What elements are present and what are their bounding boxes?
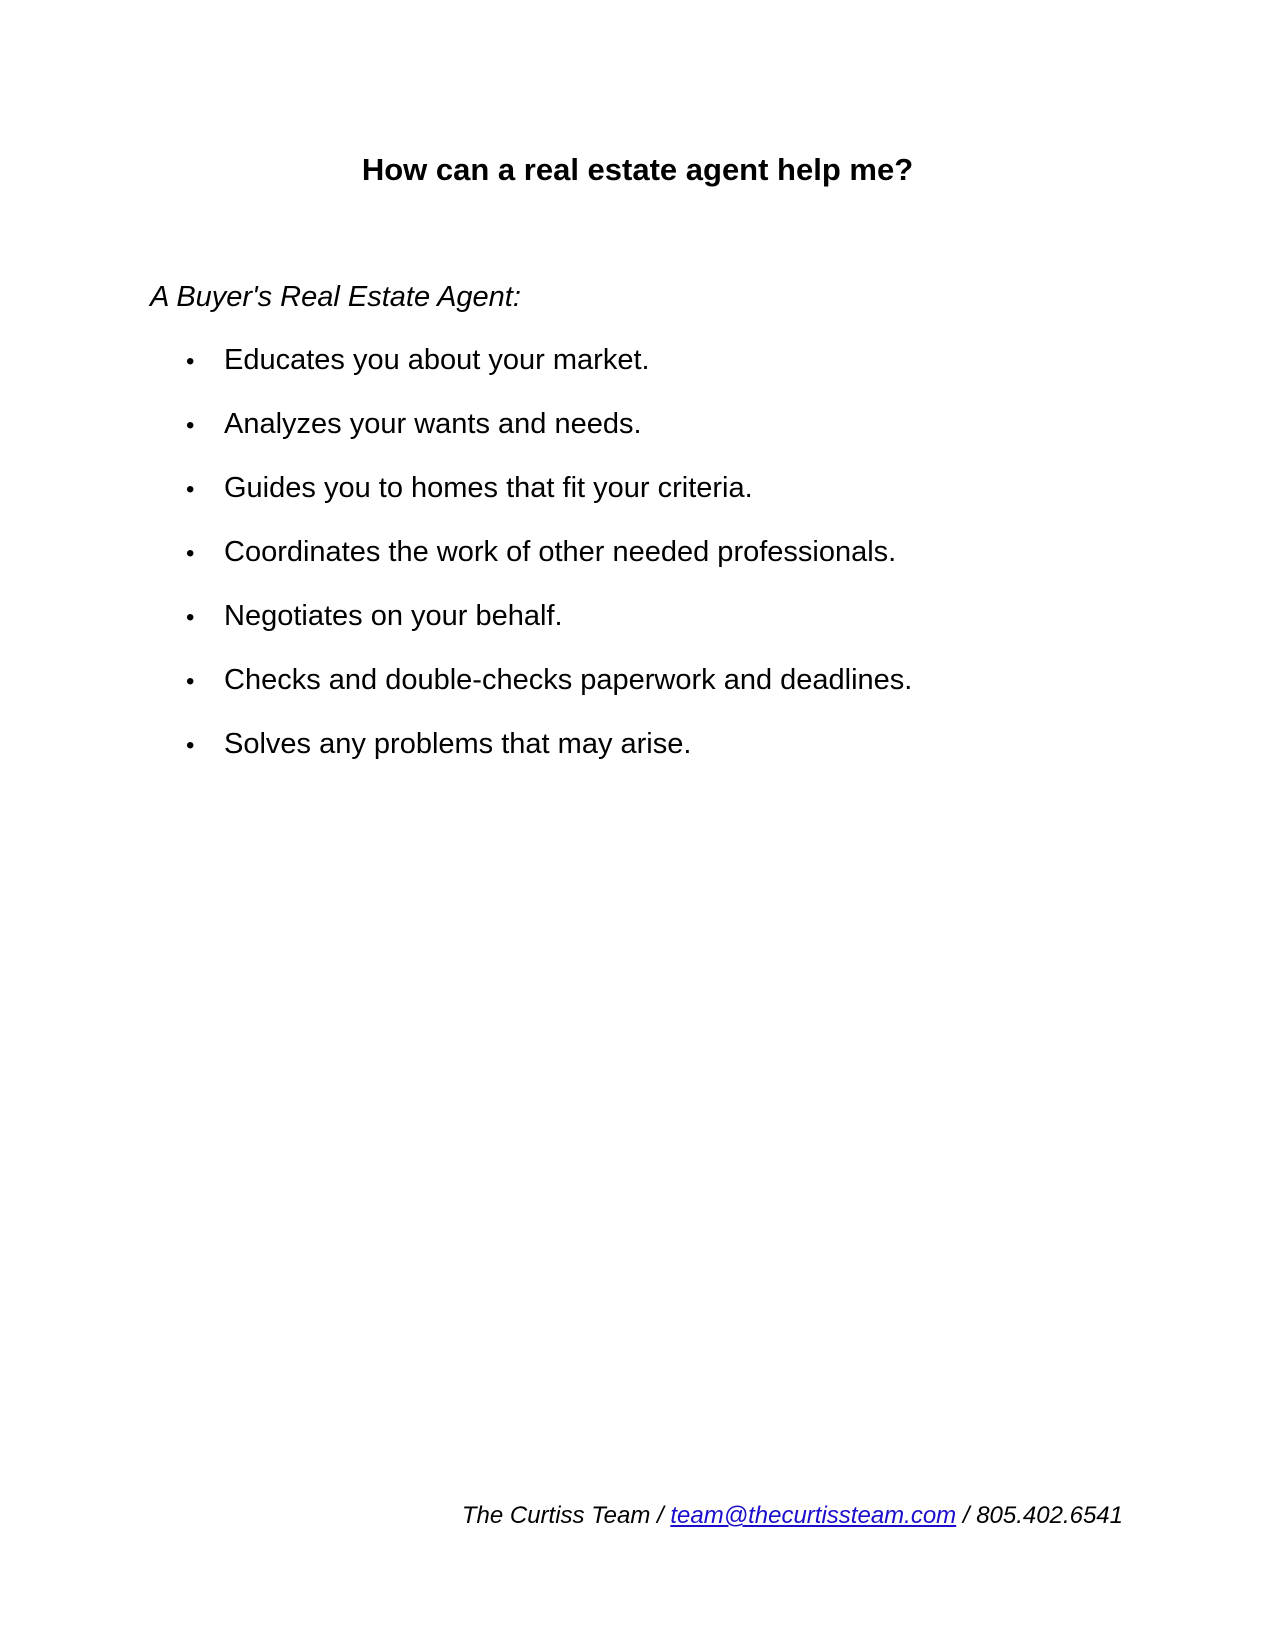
list-item-text: Checks and double-checks paperwork and deadlines.: [224, 664, 913, 696]
list-item: [186, 596, 912, 660]
list-item: [186, 724, 912, 788]
list-item-text: Solves any problems that may arise.: [224, 728, 692, 760]
bullet-icon: •: [186, 348, 195, 375]
footer: [462, 1500, 1123, 1532]
list-item-text: Analyzes your wants and needs.: [224, 408, 642, 440]
list-item-text: Guides you to homes that fit your criteria.: [224, 472, 753, 504]
footer-phone: 805.402.6541: [976, 1502, 1123, 1529]
list-item: [186, 340, 912, 404]
bullet-icon: •: [186, 540, 195, 567]
list-item-text: Educates you about your market.: [224, 344, 650, 376]
list-item: [186, 532, 912, 596]
page-title: How can a real estate agent help me?: [361, 152, 914, 187]
bullet-icon: •: [186, 668, 195, 695]
subheading: A Buyer's Real Estate Agent:: [150, 281, 521, 313]
bullet-icon: •: [186, 412, 195, 439]
list-item-text: Negotiates on your behalf.: [224, 600, 563, 632]
bullet-list: [186, 340, 912, 788]
bullet-icon: •: [186, 476, 195, 503]
footer-separator: /: [956, 1502, 977, 1529]
footer-separator: /: [650, 1502, 671, 1529]
list-item: [186, 660, 912, 724]
list-item: [186, 468, 912, 532]
list-item: [186, 404, 912, 468]
footer-email-link[interactable]: team@thecurtissteam.com: [670, 1502, 957, 1529]
footer-team-name: The Curtiss Team: [461, 1502, 651, 1529]
bullet-icon: •: [186, 604, 195, 631]
list-item-text: Coordinates the work of other needed professionals.: [224, 536, 897, 568]
bullet-icon: •: [186, 732, 195, 759]
